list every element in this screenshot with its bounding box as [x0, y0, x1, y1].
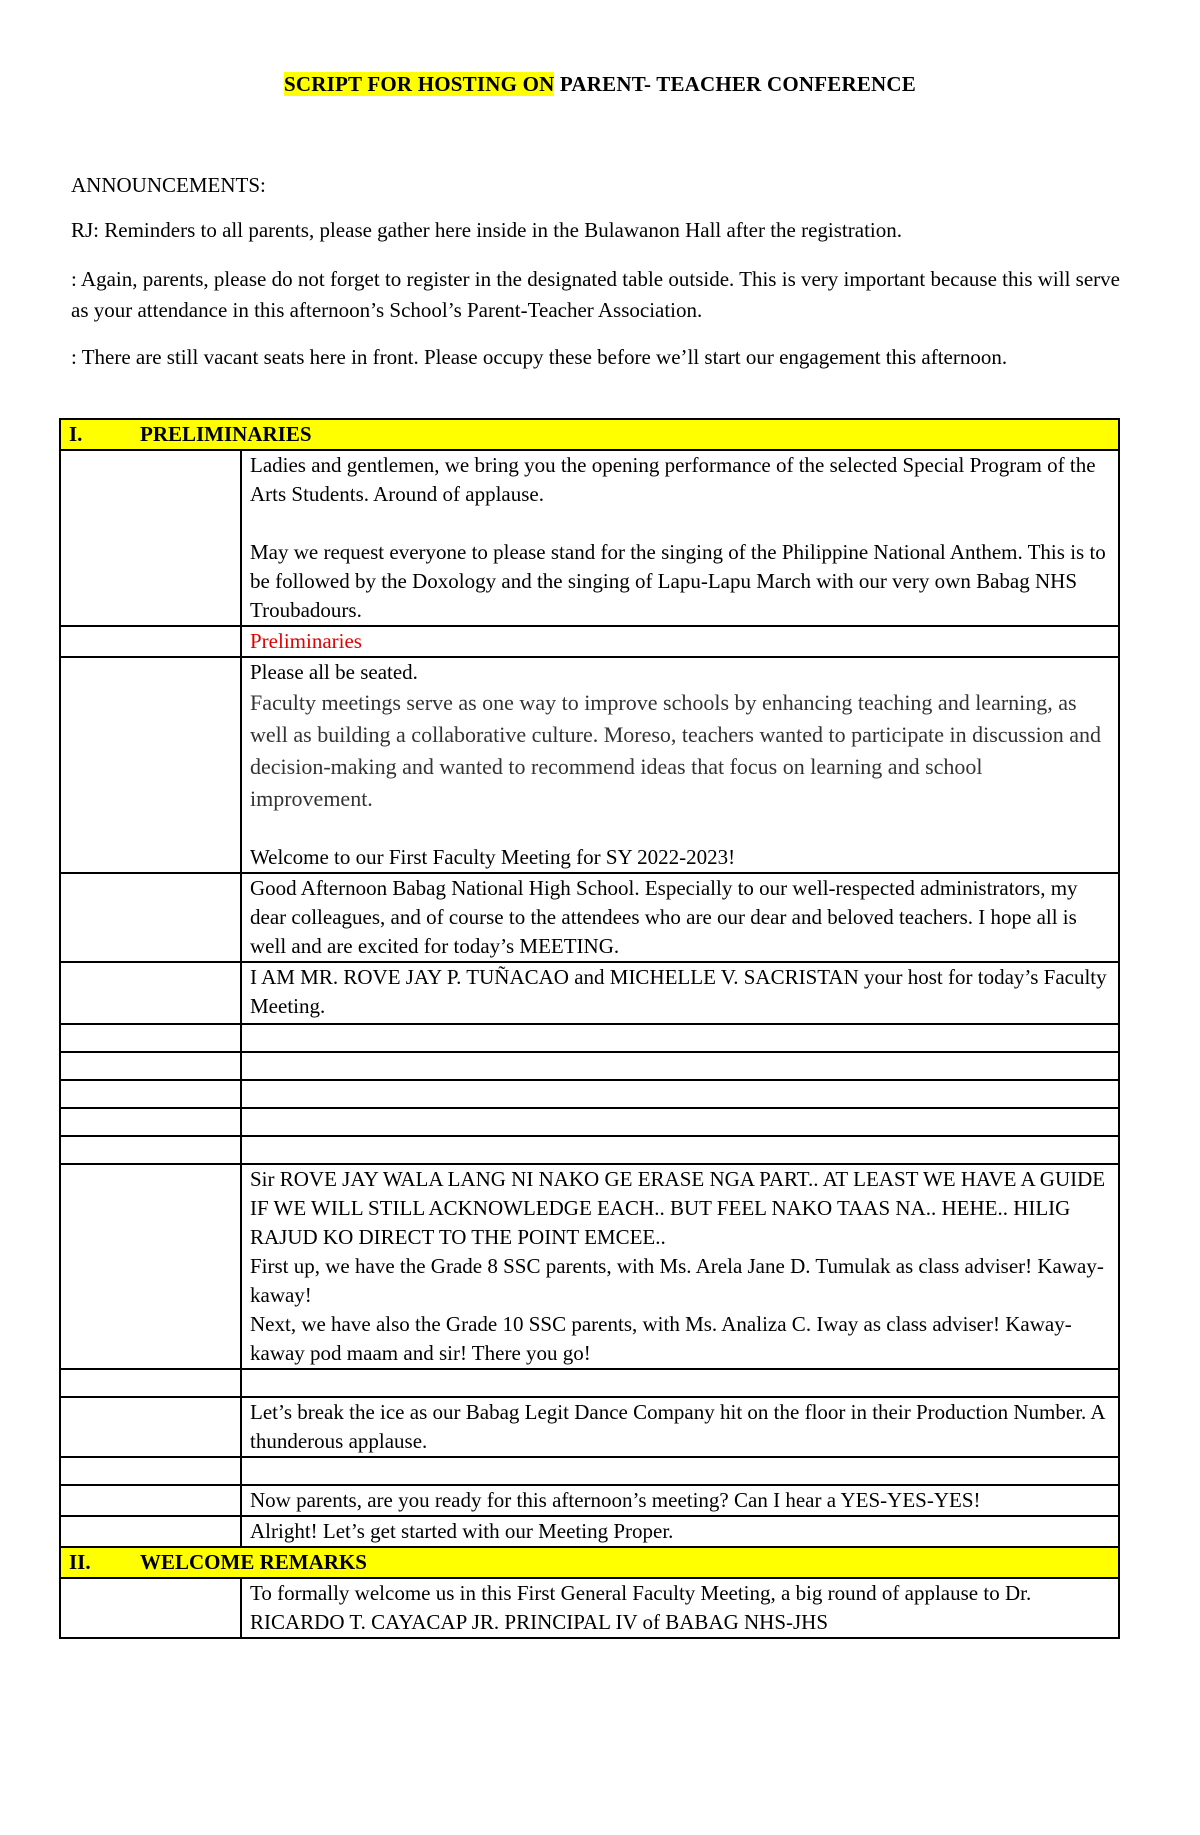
speaker-cell — [60, 1164, 241, 1369]
table-row — [60, 450, 1119, 626]
script-text: Sir ROVE JAY WALA LANG NI NAKO GE ERASE NGA PART.. AT LEAST WE HAVE A GUIDE IF WE WILL STILL ACKNOWLEDGE EACH.. BUT FEEL NAKO TAAS NA.. HEHE.. HILIG RAJUD KO DIRECT TO THE POINT EMCEE.. — [250, 1167, 1106, 1249]
script-cell: Let’s break the ice as our Babag Legit Dance Company hit on the floor in their Production Number. A thunderous applause. — [241, 1397, 1119, 1457]
table-row-empty — [60, 1024, 1119, 1052]
script-cell: Good Afternoon Babag National High School. Especially to our well-respected administrators, my dear colleagues, and of course to the attendees who are our dear and beloved teachers. I hope all is well and are excited for today’s MEETING. — [241, 873, 1119, 962]
section-number: I. — [69, 422, 83, 446]
table-row — [60, 1516, 1119, 1547]
speaker-cell — [60, 626, 241, 657]
script-cell-preliminaries: Preliminaries — [241, 626, 1119, 657]
script-text: Welcome to our First Faculty Meeting for SY 2022-2023! — [250, 845, 736, 869]
table-row-empty — [60, 1052, 1119, 1080]
script-cell: Now parents, are you ready for this afternoon’s meeting? Can I hear a YES-YES-YES! — [241, 1485, 1119, 1516]
table-row-empty — [60, 1457, 1119, 1485]
document-title — [0, 72, 1200, 97]
script-cell: To formally welcome us in this First General Faculty Meeting, a big round of applause to Dr. RICARDO T. CAYACAP JR. PRINCIPAL IV of BABAG NHS-JHS — [241, 1578, 1119, 1638]
speaker-cell — [60, 962, 241, 1024]
script-text: Next, we have also the Grade 10 SSC parents, with Ms. Analiza C. Iway as class adviser! Kaway-kaway pod maam and sir! There you go! — [250, 1312, 1072, 1365]
script-cell — [241, 1164, 1119, 1369]
table-row-empty — [60, 1080, 1119, 1108]
table-row-empty — [60, 1136, 1119, 1164]
table-row — [60, 873, 1119, 962]
table-row — [60, 657, 1119, 873]
speaker-cell — [60, 450, 241, 626]
script-text: Ladies and gentlemen, we bring you the opening performance of the selected Special Program of the Arts Students. Around of applause. — [250, 453, 1096, 506]
table-row-empty — [60, 1108, 1119, 1136]
announcement-line-2: : Again, parents, please do not forget to register in the designated table outside. This is very important because this will serve as your attendance in this afternoon’s School’s Parent-Teacher Association. — [71, 267, 1120, 322]
table-row — [60, 1578, 1119, 1638]
title-rest: PARENT- TEACHER CONFERENCE — [554, 72, 916, 96]
script-table — [59, 418, 1120, 1639]
section-label: PRELIMINARIES — [140, 422, 312, 446]
script-text: First up, we have the Grade 8 SSC parents, with Ms. Arela Jane D. Tumulak as class adviser! Kaway-kaway! — [250, 1254, 1104, 1307]
announcement-line-1: RJ: Reminders to all parents, please gather here inside in the Bulawanon Hall after the registration. — [71, 218, 902, 242]
table-row — [60, 962, 1119, 1024]
section-number: II. — [69, 1550, 91, 1574]
section-header-welcome-remarks — [60, 1547, 1119, 1578]
speaker-cell — [60, 1397, 241, 1457]
speaker-cell — [60, 1516, 241, 1547]
script-text: May we request everyone to please stand for the singing of the Philippine National Anthem. This is to be followed by the Doxology and the singing of Lapu-Lapu March with our very own Babag NHS Troubadours. — [250, 540, 1106, 622]
table-row-empty — [60, 1369, 1119, 1397]
script-cell: I AM MR. ROVE JAY P. TUÑACAO and MICHELLE V. SACRISTAN your host for today’s Faculty Meeting. — [241, 962, 1119, 1024]
table-row — [60, 1485, 1119, 1516]
speaker-cell — [60, 657, 241, 873]
script-text: Please all be seated. — [250, 660, 418, 684]
table-row — [60, 626, 1119, 657]
speaker-cell — [60, 1485, 241, 1516]
table-row — [60, 1164, 1119, 1369]
section-label: WELCOME REMARKS — [140, 1550, 367, 1574]
announcements-heading: ANNOUNCEMENTS: — [71, 173, 266, 197]
script-cell — [241, 450, 1119, 626]
script-cell — [241, 657, 1119, 873]
table-row — [60, 1397, 1119, 1457]
section-header-preliminaries — [60, 419, 1119, 450]
script-text: Faculty meetings serve as one way to improve schools by enhancing teaching and learning, as well as building a collaborative culture. Moreso, teachers wanted to participate in discussion and decision-making and wanted to recommend ideas that focus on learning and school improvement. — [250, 690, 1102, 811]
title-highlighted: SCRIPT FOR HOSTING ON — [284, 72, 555, 96]
speaker-cell — [60, 1578, 241, 1638]
script-cell: Alright! Let’s get started with our Meeting Proper. — [241, 1516, 1119, 1547]
speaker-cell — [60, 873, 241, 962]
announcement-line-3: : There are still vacant seats here in front. Please occupy these before we’ll start our engagement this afternoon. — [71, 345, 1008, 369]
